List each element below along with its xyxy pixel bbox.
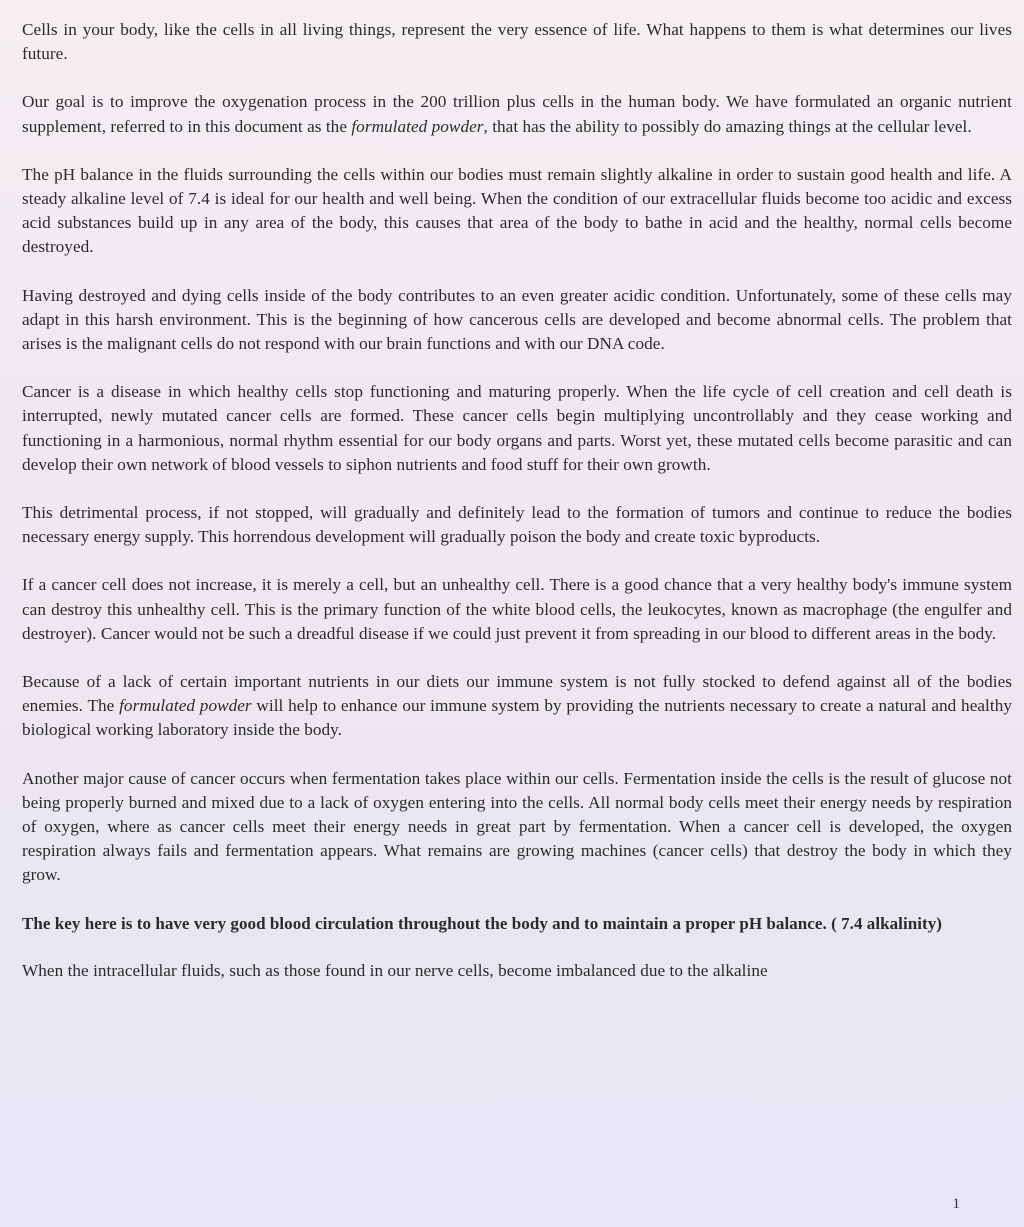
text-run: When the intracellular fluids, such as those found in our nerve cells, become imbalanced due to the alkaline — [22, 960, 768, 980]
text-run: Cancer is a disease in which healthy cells stop functioning and maturing properly. When the life cycle of cell creation and cell death is interrupted, newly mutated cancer cells are formed. These cancer cells begin multiplying uncontrollably and they cease working and functioning in a harmonious, normal rhythm essential for our body organs and parts. Worst yet, these mutated cells become parasitic and can develop their own network of blood vessels to siphon nutrients and food stuff for their own growth. — [22, 382, 1012, 474]
paragraph-6 — [22, 501, 1012, 549]
text-run: Another major cause of cancer occurs when fermentation takes place within our cells. Fermentation inside the cells is the result of glucose not being properly burned and mixed due to a lack of oxygen entering into the cells. All normal body cells meet their energy needs by respiration of oxygen, where as cancer cells meet their energy needs in great part by fermentation. When a cancer cell is developed, the oxygen respiration always fails and fermentation appears. What remains are growing machines (cancer cells) that destroy the body in which they grow. — [22, 768, 1012, 885]
text-run: The pH balance in the fluids surrounding the cells within our bodies must remain slightly alkaline in order to sustain good health and life. A steady alkaline level of 7.4 is ideal for our health and well being. When the condition of our extracellular fluids become too acidic and excess acid substances build up in any area of the body, this causes that area of the body to bathe in acid and the healthy, normal cells become destroyed. — [22, 164, 1012, 257]
paragraph-9 — [22, 767, 1012, 888]
page-number: 1 — [952, 1196, 960, 1212]
paragraph-5 — [22, 380, 1012, 477]
paragraph-11 — [22, 959, 1012, 983]
text-run: If a cancer cell does not increase, it is merely a cell, but an unhealthy cell. There is a good chance that a very healthy body's immune system can destroy this unhealthy cell. This is the primary function of the white blood cells, the leukocytes, known as macrophage (the engulfer and destroyer). Cancer would not be such a dreadful disease if we could just prevent it from spreading in our blood to different areas in the body. — [22, 575, 1012, 643]
text-run: Cells in your body, like the cells in all living things, represent the very essence of life. What happens to them is what determines our lives future. — [22, 20, 1012, 64]
text-run: Having destroyed and dying cells inside of the body contributes to an even greater acidic condition. Unfortunately, some of these cells may adapt in this harsh environment. This is the beginning of how cancerous cells are developed and become abnormal cells. The problem that arises is the malignant cells do not respond with our brain functions and with our DNA code. — [22, 285, 1012, 354]
text-run: This detrimental process, if not stopped, will gradually and definitely lead to the formation of tumors and continue to reduce the bodies necessary energy supply. This horrendous development will gradually poison the body and create toxic byproducts. — [22, 503, 1012, 547]
paragraph-10 — [22, 912, 1012, 936]
text-run: The key here is to have very good blood circulation throughout the body and to maintain a proper pH balance. ( 7.4 alkalinity) — [22, 913, 942, 933]
paragraph-1 — [22, 18, 1012, 66]
paragraph-2 — [22, 90, 1012, 138]
text-run: will help to enhance our immune system by providing the nutrients necessary to create a natural and healthy biological working laboratory inside the body. — [22, 696, 1013, 740]
text-run: Because of a lack of certain important nutrients in our diets our immune system is not fully stocked to defend against all of the bodies enemies. The — [22, 672, 1012, 716]
emphasized-term: formulated powder — [351, 116, 484, 136]
text-run: Our goal is to improve the oxygenation process in the 200 trillion plus cells in the human body. We have formulated an organic nutrient supplement, referred to in this document as the — [22, 92, 1012, 136]
document-page — [22, 18, 1012, 1007]
paragraph-7 — [22, 573, 1012, 646]
paragraph-3 — [22, 163, 1012, 260]
paragraph-8 — [22, 670, 1012, 743]
emphasized-term: formulated powder — [119, 696, 252, 716]
paragraph-4 — [22, 284, 1012, 357]
text-run: , that has the ability to possibly do amazing things at the cellular level. — [483, 116, 972, 136]
